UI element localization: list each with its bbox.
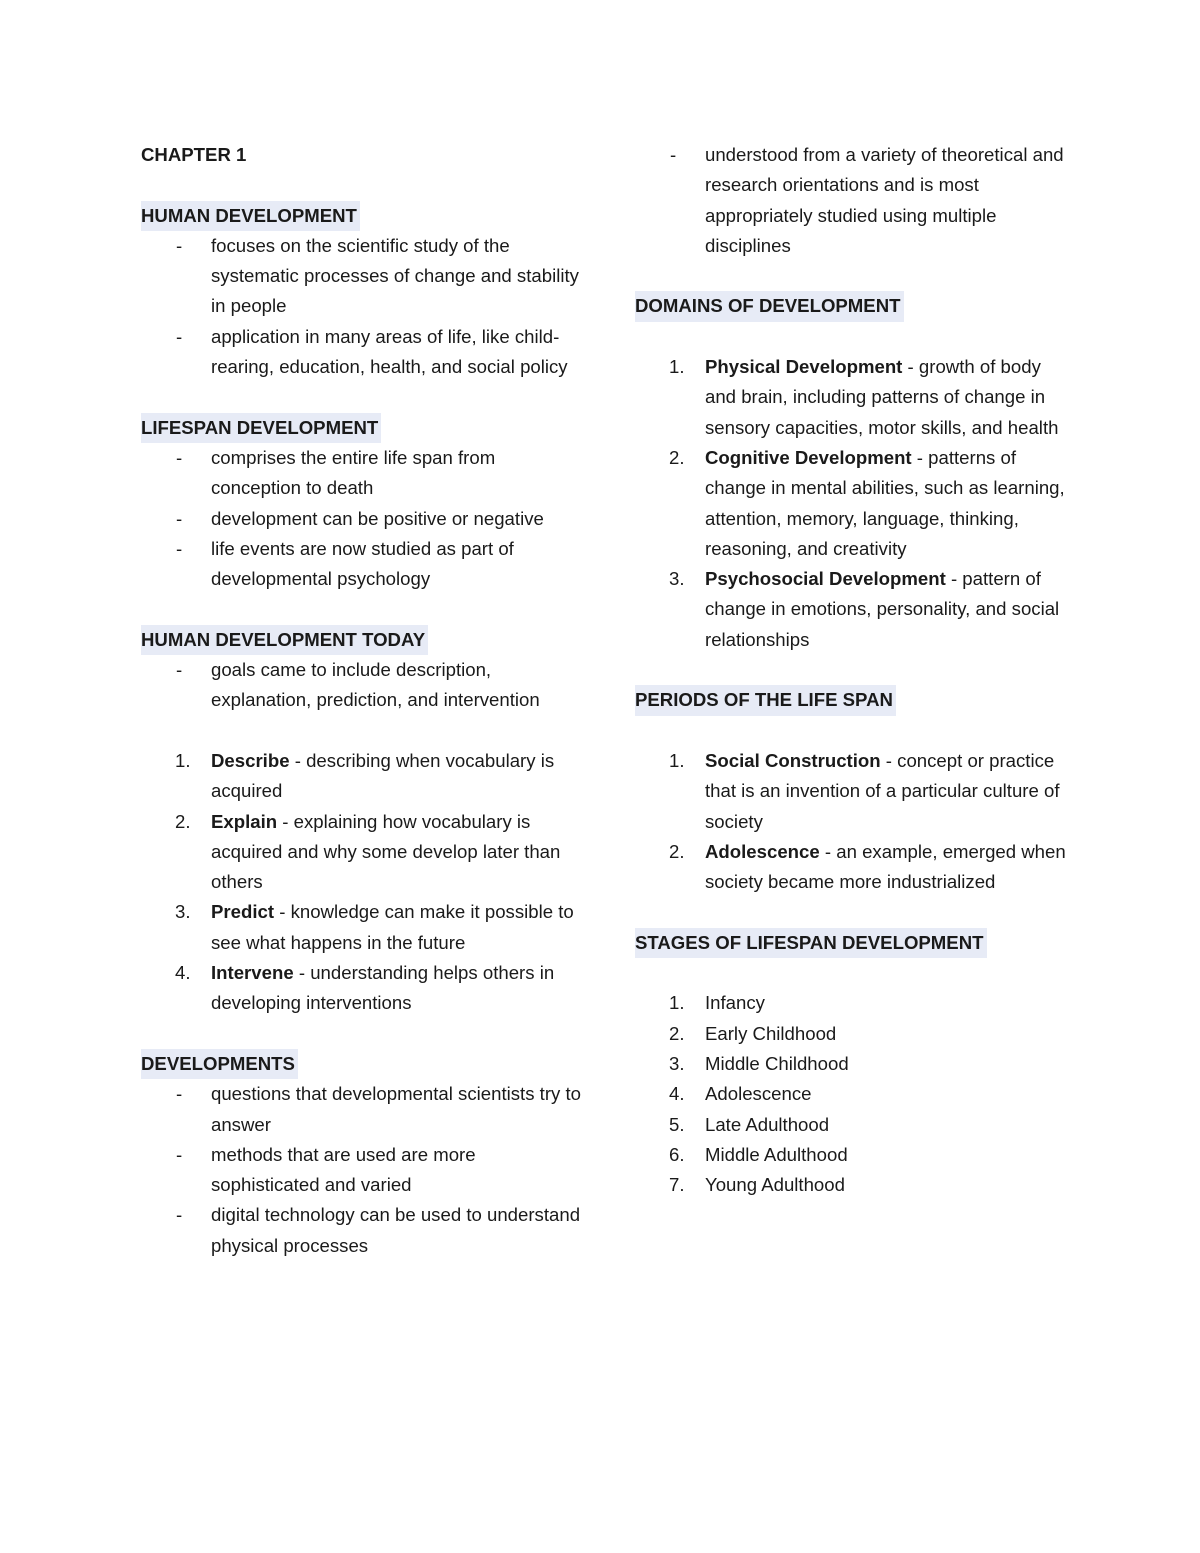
bullet-list-continued: [635, 140, 1075, 261]
bullet-list-human-development: [141, 231, 581, 382]
bullet-item: - development can be positive or negative: [176, 507, 544, 529]
bullet-item: - digital technology can be used to understand physical processes: [176, 1204, 581, 1256]
numbered-item: 2. Adolescence - an example, emerged when society became more industrialized: [669, 840, 1066, 893]
numbered-item: 3. Psychosocial Development - pattern of change in emotions, personality, and social relationships: [669, 568, 1060, 650]
bullet-list-developments: [141, 1079, 581, 1261]
numbered-item: 7. Young Adulthood: [669, 1174, 845, 1196]
section-heading-lifespan-development: LIFESPAN DEVELOPMENT: [141, 413, 381, 443]
bullet-item: - application in many areas of life, like child-rearing, education, health, and social policy: [176, 325, 568, 378]
numbered-item: 6. Middle Adulthood: [669, 1143, 848, 1165]
numbered-item: 1. Physical Development - growth of body and brain, including patterns of change in sensory capacities, motor skills, and health: [669, 356, 1059, 438]
section-heading-human-development: HUMAN DEVELOPMENT: [141, 201, 360, 231]
numbered-item: 1. Describe - describing when vocabulary is acquired: [175, 749, 555, 802]
numbered-item: 4. Intervene - understanding helps others in developing interventions: [175, 962, 555, 1014]
bullet-item: - life events are now studied as part of developmental psychology: [176, 537, 514, 590]
numbered-item: 5. Late Adulthood: [669, 1113, 830, 1135]
section-heading-developments: DEVELOPMENTS: [141, 1049, 298, 1079]
bullet-list-lifespan-development: [141, 443, 581, 594]
section-heading-stages-of-lifespan-development: STAGES OF LIFESPAN DEVELOPMENT: [635, 928, 987, 958]
right-column: [635, 140, 1075, 1200]
left-column: [141, 140, 581, 1261]
bullet-list-human-development-today: [141, 655, 581, 716]
numbered-item: 2. Cognitive Development - patterns of change in mental abilities, such as learning, attention, memory, language, thinking, reasoning, and creativity: [669, 446, 1065, 559]
numbered-item: 1. Social Construction - concept or practice that is an invention of a particular culture of society: [669, 749, 1060, 832]
chapter-title: CHAPTER 1: [141, 144, 247, 165]
numbered-item: 4. Adolescence: [669, 1083, 812, 1105]
numbered-item: 3. Middle Childhood: [669, 1052, 849, 1074]
numbered-list-goals: [141, 746, 581, 1019]
bullet-item: - goals came to include description, explanation, prediction, and intervention: [176, 659, 540, 711]
numbered-item: 3. Predict - knowledge can make it possible to see what happens in the future: [175, 901, 574, 953]
numbered-list-stages: [635, 988, 1075, 1200]
numbered-item: 2. Early Childhood: [669, 1022, 837, 1044]
numbered-list-domains: [635, 352, 1075, 655]
numbered-list-periods: [635, 746, 1075, 897]
bullet-item: - questions that developmental scientists try to answer: [176, 1083, 582, 1135]
section-heading-human-development-today: HUMAN DEVELOPMENT TODAY: [141, 625, 428, 655]
section-heading-periods-of-the-life-span: PERIODS OF THE LIFE SPAN: [635, 685, 896, 715]
numbered-item: 2. Explain - explaining how vocabulary is acquired and why some develop later than others: [175, 810, 561, 893]
bullet-item: - understood from a variety of theoretical and research orientations and is most appropriately studied using multiple disciplines: [670, 144, 1064, 256]
bullet-item: - methods that are used are more sophisticated and varied: [176, 1143, 476, 1196]
section-heading-domains-of-development: DOMAINS OF DEVELOPMENT: [635, 291, 904, 321]
bullet-item: - comprises the entire life span from conception to death: [176, 446, 496, 499]
numbered-item: 1. Infancy: [669, 992, 765, 1014]
bullet-item: - focuses on the scientific study of the systematic processes of change and stability in people: [176, 234, 579, 317]
